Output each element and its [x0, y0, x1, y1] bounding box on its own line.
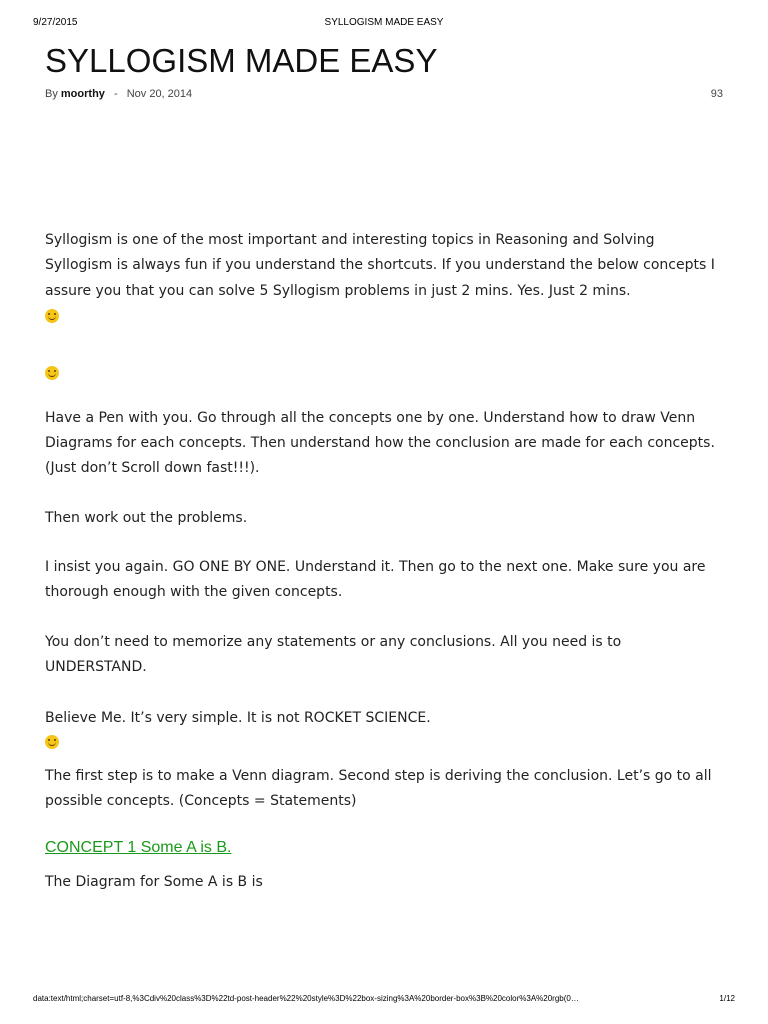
post-content [45, 228, 725, 895]
author-link[interactable]: moorthy [60, 88, 105, 100]
smiley-face-icon [45, 735, 59, 749]
insist-paragraph: I insist you again. GO ONE BY ONE. Understand it. Then go to the next one. Make sure you are thorough enough with the given concepts. [45, 559, 706, 601]
post-date: Nov 20, 2014 [126, 88, 193, 100]
believe-paragraph: Believe Me. It’s very simple. It is not ROCKET SCIENCE. [45, 710, 431, 727]
first-step-paragraph: The first step is to make a Venn diagram. Second step is deriving the conclusion. Let’s go to all possible concepts. (Concepts = Statements) [45, 767, 712, 809]
view-count: 93 [710, 88, 723, 100]
emoji-line [45, 304, 725, 328]
pen-paragraph: Have a Pen with you. Go through all the concepts one by one. Understand how to draw Venn Diagrams for each concepts. Then understand how the conclusion are made for each concepts.(Just don’t Scroll down fast!!!). [45, 409, 715, 477]
memorize-paragraph: You don’t need to memorize any statements or any conclusions. All you need is to UNDERSTAND. [45, 633, 622, 675]
print-title: SYLLOGISM MADE EASY [324, 17, 444, 28]
footer-url: data:text/html;charset=utf-8,%3Cdiv%20class%3D%22td-post-header%22%20style%3D%22box-sizing%3A%20border-box%3B%20color%3A%20rgb(0… [33, 994, 579, 1003]
print-header [33, 17, 735, 31]
emoji-line [45, 361, 725, 385]
problems-paragraph: Then work out the problems. [45, 509, 248, 526]
concept-1-text: The Diagram for Some A is B is [45, 874, 263, 891]
intro-paragraph: Syllogism is one of the most important and interesting topics in Reasoning and Solving Syllogism is always fun if you understand the shortcuts. If you understand the below concepts I assure you that you can solve 5 Syllogism problems in just 2 mins. Yes. Just 2 mins. [45, 232, 715, 299]
post-title: SYLLOGISM MADE EASY [45, 42, 438, 79]
by-label: By [45, 88, 58, 100]
post-meta [45, 88, 723, 104]
meta-separator: - [113, 88, 118, 100]
smiley-face-icon [45, 309, 59, 323]
emoji-line [45, 732, 725, 752]
concept-1-heading[interactable]: CONCEPT 1 Some A is B. [45, 839, 232, 857]
smiley-face-icon [45, 366, 59, 380]
print-footer [33, 994, 735, 1006]
page-counter: 1/12 [719, 994, 735, 1003]
print-date: 9/27/2015 [33, 17, 78, 28]
